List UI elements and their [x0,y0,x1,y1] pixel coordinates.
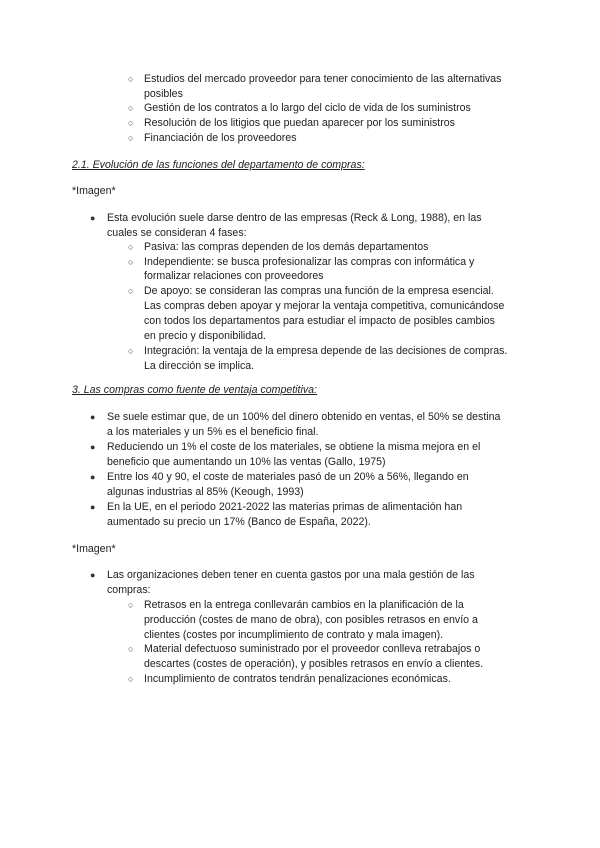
list-item: Integración: la ventaja de la empresa depende de las decisiones de compras. [144,345,508,357]
section-heading: 2.1. Evolución de las funciones del departamento de compras: [72,159,365,171]
list-item: Financiación de los proveedores [144,132,297,144]
list-item: Estudios del mercado proveedor para tener conocimiento de las alternativas [144,73,502,85]
list-item: Gestión de los contratos a lo largo del ciclo de vida de los suministros [144,102,471,114]
list-item: posibles [144,88,183,100]
filled-bullet-icon: ● [90,502,96,512]
list-item: Incumplimiento de contratos tendrán penalizaciones económicas. [144,673,451,685]
filled-bullet-icon: ● [90,472,96,482]
hollow-bullet-icon: ○ [128,644,134,654]
list-item: beneficio que aumentando un 10% las ventas (Gallo, 1975) [107,456,386,468]
list-item: algunas industrias al 85% (Keough, 1993) [107,486,304,498]
list-item: formalizar relaciones con proveedores [144,270,324,282]
filled-bullet-icon: ● [90,412,96,422]
hollow-bullet-icon: ○ [128,346,134,356]
list-item: clientes (costes por incumplimiento de contrato y mala imagen). [144,629,444,641]
list-item: Se suele estimar que, de un 100% del dinero obtenido en ventas, el 50% se destina [107,411,501,423]
list-item: Entre los 40 y 90, el coste de materiales pasó de un 20% a 56%, llegando en [107,471,469,483]
list-item: a los materiales y un 5% es el beneficio final. [107,426,319,438]
list-item: Material defectuoso suministrado por el proveedor conlleva retrabajos o [144,643,481,655]
hollow-bullet-icon: ○ [128,257,134,267]
list-item: De apoyo: se consideran las compras una función de la empresa esencial. [144,285,494,297]
list-item: En la UE, en el periodo 2021-2022 las materias primas de alimentación han [107,501,463,513]
list-item: producción (costes de mano de obra), con posibles retrasos en envío a [144,614,478,626]
image-placeholder: *Imagen* [72,543,116,555]
list-item: Independiente: se busca profesionalizar las compras con informática y [144,256,475,268]
list-item: Las organizaciones deben tener en cuenta gastos por una mala gestión de las [107,569,475,581]
hollow-bullet-icon: ○ [128,674,134,684]
list-item: aumentado su precio un 17% (Banco de España, 2022). [107,516,371,528]
hollow-bullet-icon: ○ [128,103,134,113]
hollow-bullet-icon: ○ [128,74,134,84]
list-item: La dirección se implica. [144,360,255,372]
filled-bullet-icon: ● [90,570,96,580]
filled-bullet-icon: ● [90,213,96,223]
list-item: Esta evolución suele darse dentro de las empresas (Reck & Long, 1988), en las [107,212,482,224]
list-item: Reduciendo un 1% el coste de los materiales, se obtiene la misma mejora en el [107,441,481,453]
list-item: descartes (costes de operación), y posibles retrasos en envío a clientes. [144,658,484,670]
filled-bullet-icon: ● [90,442,96,452]
list-item: compras: [107,584,151,596]
hollow-bullet-icon: ○ [128,118,134,128]
list-item: en precio y disponibilidad. [144,330,266,342]
list-item: Pasiva: las compras dependen de los demás departamentos [144,241,429,253]
list-item: cuales se consideran 4 fases: [107,227,247,239]
hollow-bullet-icon: ○ [128,600,134,610]
list-item: Resolución de los litigios que puedan aparecer por los suministros [144,117,455,129]
image-placeholder: *Imagen* [72,185,116,197]
list-item: con todos los departamentos para estudiar el impacto de posibles cambios [144,315,495,327]
list-item: Retrasos en la entrega conllevarán cambios en la planificación de la [144,599,464,611]
section-heading: 3. Las compras como fuente de ventaja competitiva: [72,384,317,396]
list-item: Las compras deben apoyar y mejorar la ventaja competitiva, comunicándose [144,300,505,312]
hollow-bullet-icon: ○ [128,286,134,296]
hollow-bullet-icon: ○ [128,242,134,252]
hollow-bullet-icon: ○ [128,133,134,143]
